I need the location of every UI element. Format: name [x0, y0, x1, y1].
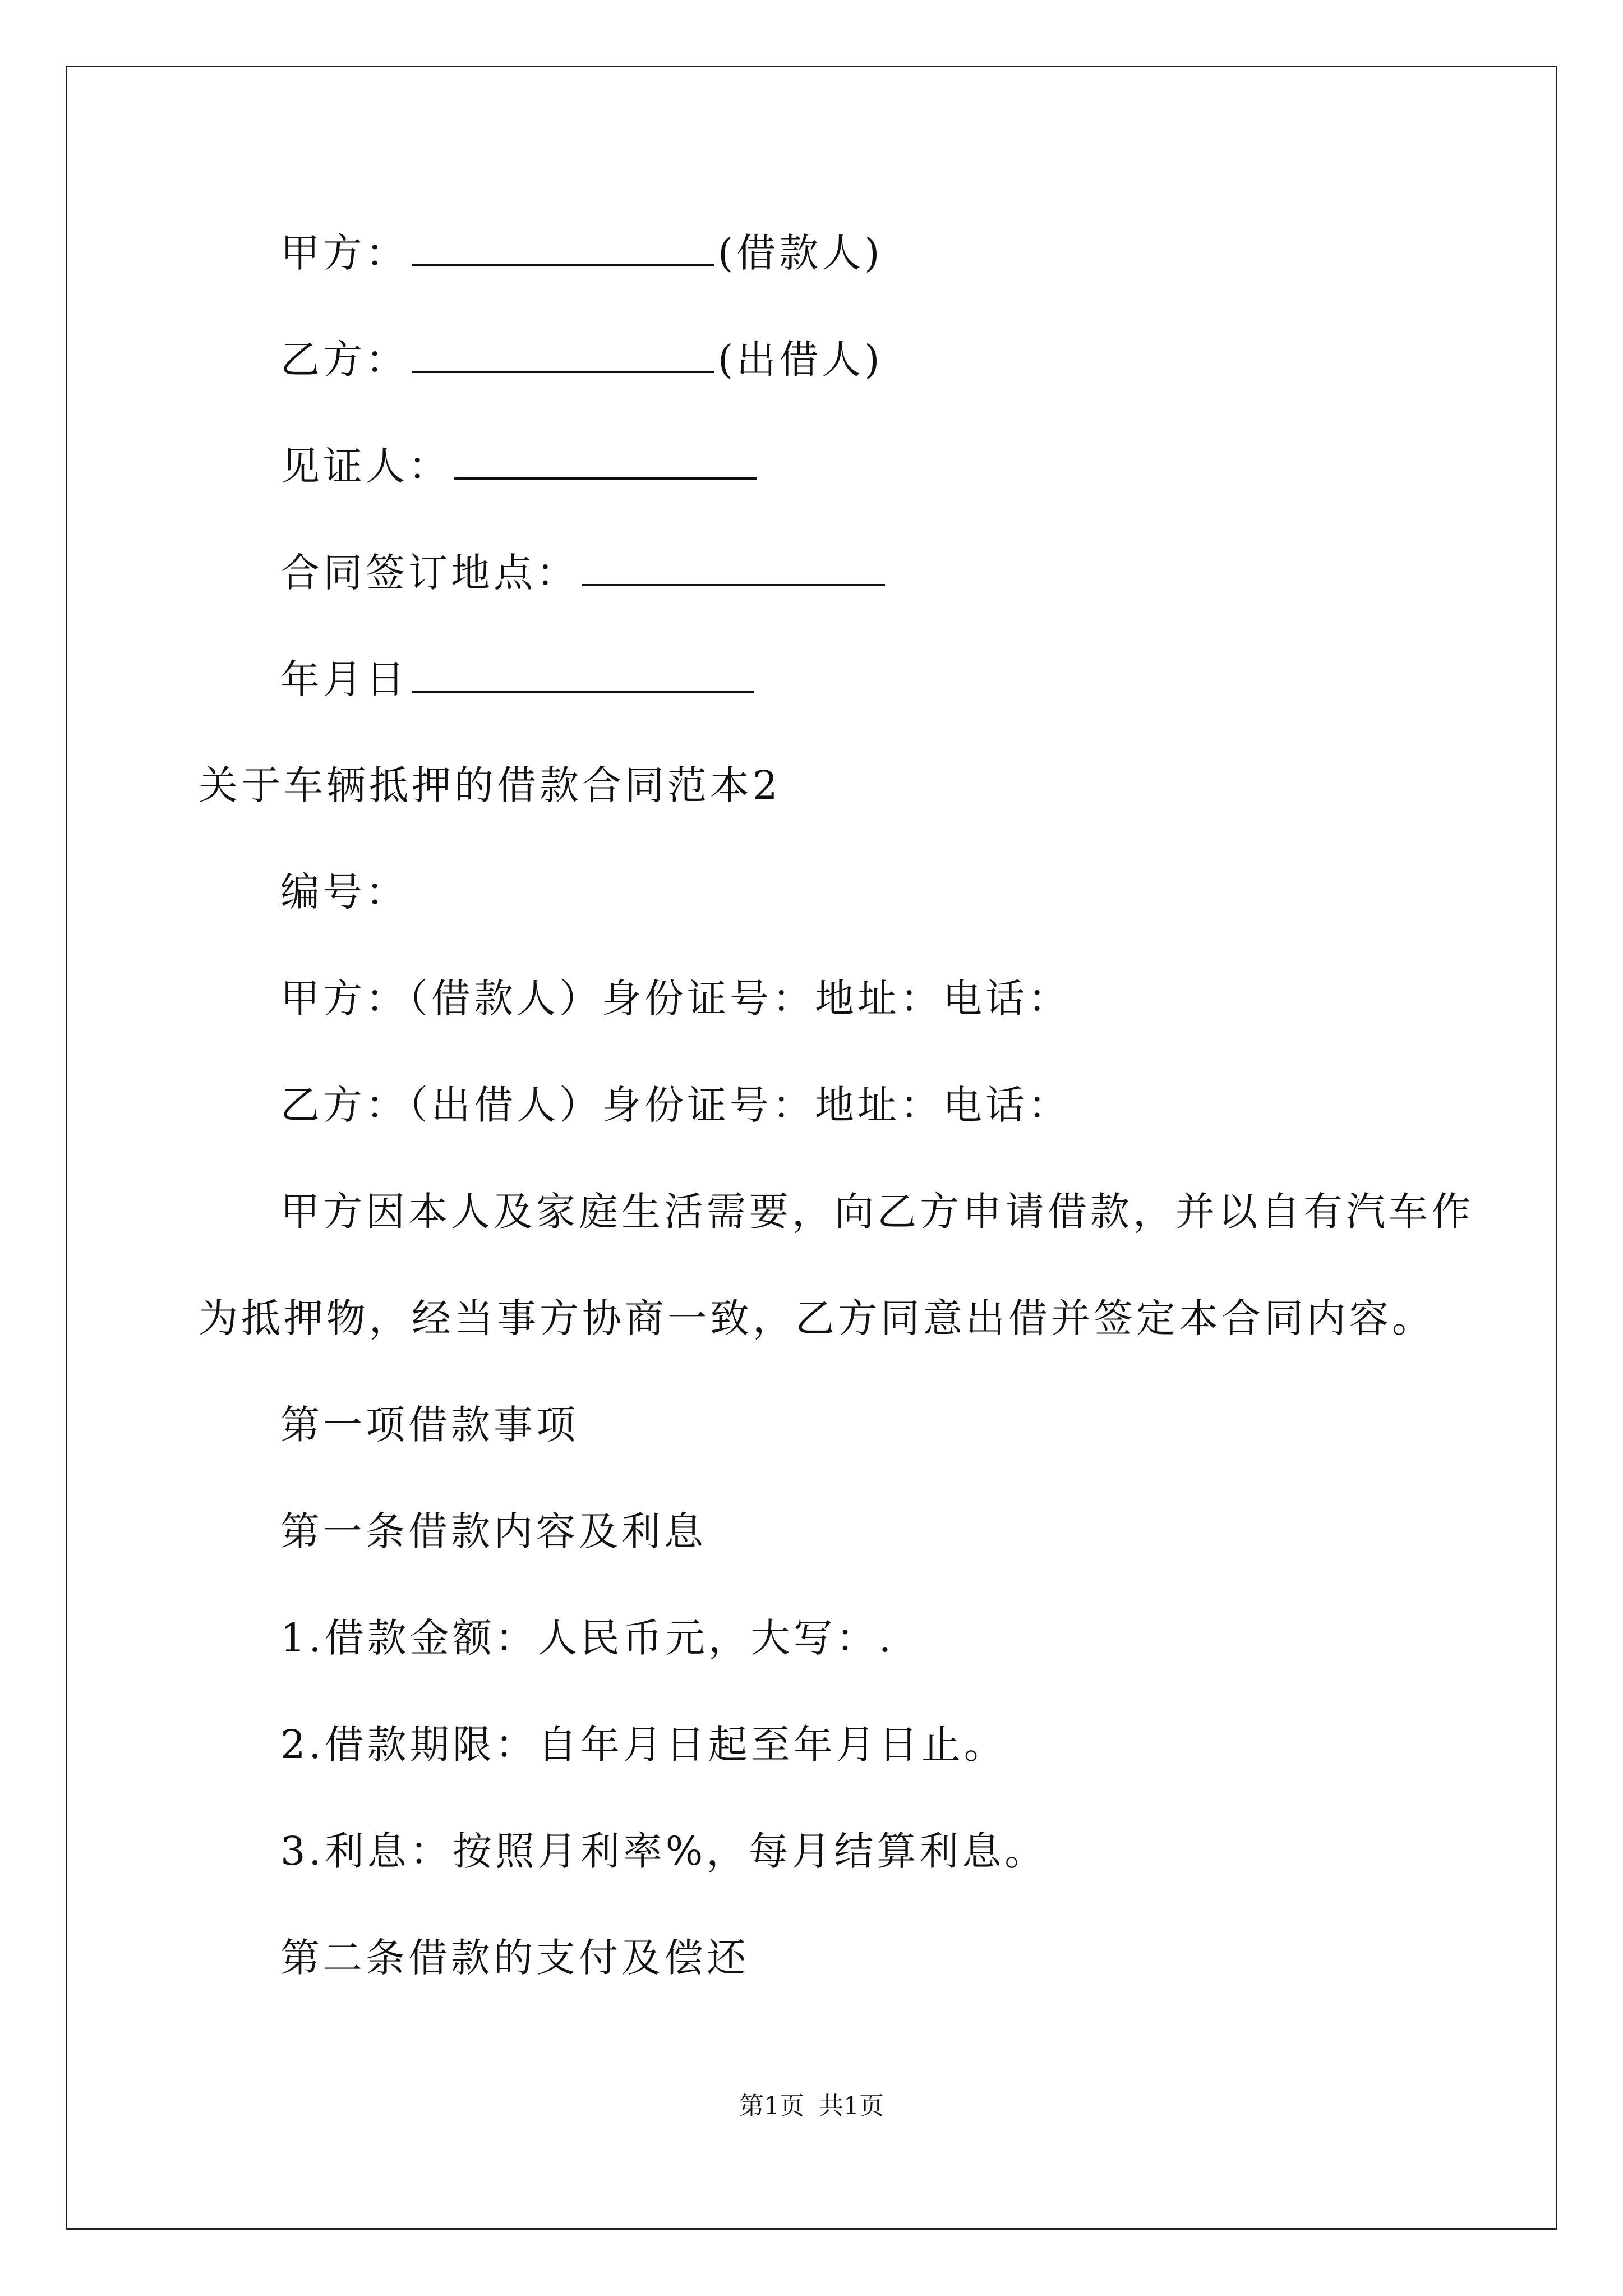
party-a-blank [412, 227, 714, 266]
signing-place-line [280, 547, 888, 598]
loan-amount-item: 1.借款金额：人民币元，大写：. [280, 1615, 895, 1661]
page-total: 共1页 [819, 2092, 884, 2120]
party-b-blank [412, 334, 714, 373]
document-title: 关于车辆抵押的借款合同范本2 [199, 762, 781, 808]
paragraph-line-1: 甲方因本人及家庭生活需要，向乙方申请借款，并以自有汽车作 [280, 1189, 1474, 1235]
article-heading-2: 第二条借款的支付及偿还 [280, 1935, 749, 1981]
loan-term-item: 2.借款期限：自年月日起至年月日止。 [280, 1722, 1007, 1768]
date-line [280, 654, 757, 705]
party-b-role: (出借人) [718, 337, 883, 383]
witness-blank [454, 440, 757, 480]
date-label: 年月日 [280, 656, 408, 702]
witness-label: 见证人： [280, 443, 451, 489]
signing-place-label: 合同签订地点： [280, 550, 579, 596]
party-b-line [280, 334, 883, 385]
party-a-label: 甲方： [280, 230, 408, 276]
article-heading-1: 第一条借款内容及利息 [280, 1508, 707, 1554]
interest-item: 3.利息：按照月利率%，每月结算利息。 [280, 1828, 1048, 1874]
date-blank [412, 654, 754, 693]
signing-place-blank [582, 547, 885, 586]
party-a-info: 甲方：（借款人）身份证号：地址：电话： [280, 976, 1071, 1022]
party-b-label: 乙方： [280, 337, 408, 383]
page-number: 第1页 [739, 2092, 804, 2120]
page-border [66, 66, 1557, 2230]
paragraph-line-2: 为抵押物，经当事方协商一致，乙方同意出借并签定本合同内容。 [199, 1295, 1435, 1341]
contract-number: 编号： [280, 869, 408, 915]
witness-line [280, 440, 760, 491]
page-footer [0, 2090, 1623, 2123]
section-heading-1: 第一项借款事项 [280, 1402, 579, 1448]
party-b-info: 乙方：（出借人）身份证号：地址：电话： [280, 1082, 1071, 1128]
party-a-role: (借款人) [718, 230, 883, 276]
party-a-line [280, 227, 883, 278]
